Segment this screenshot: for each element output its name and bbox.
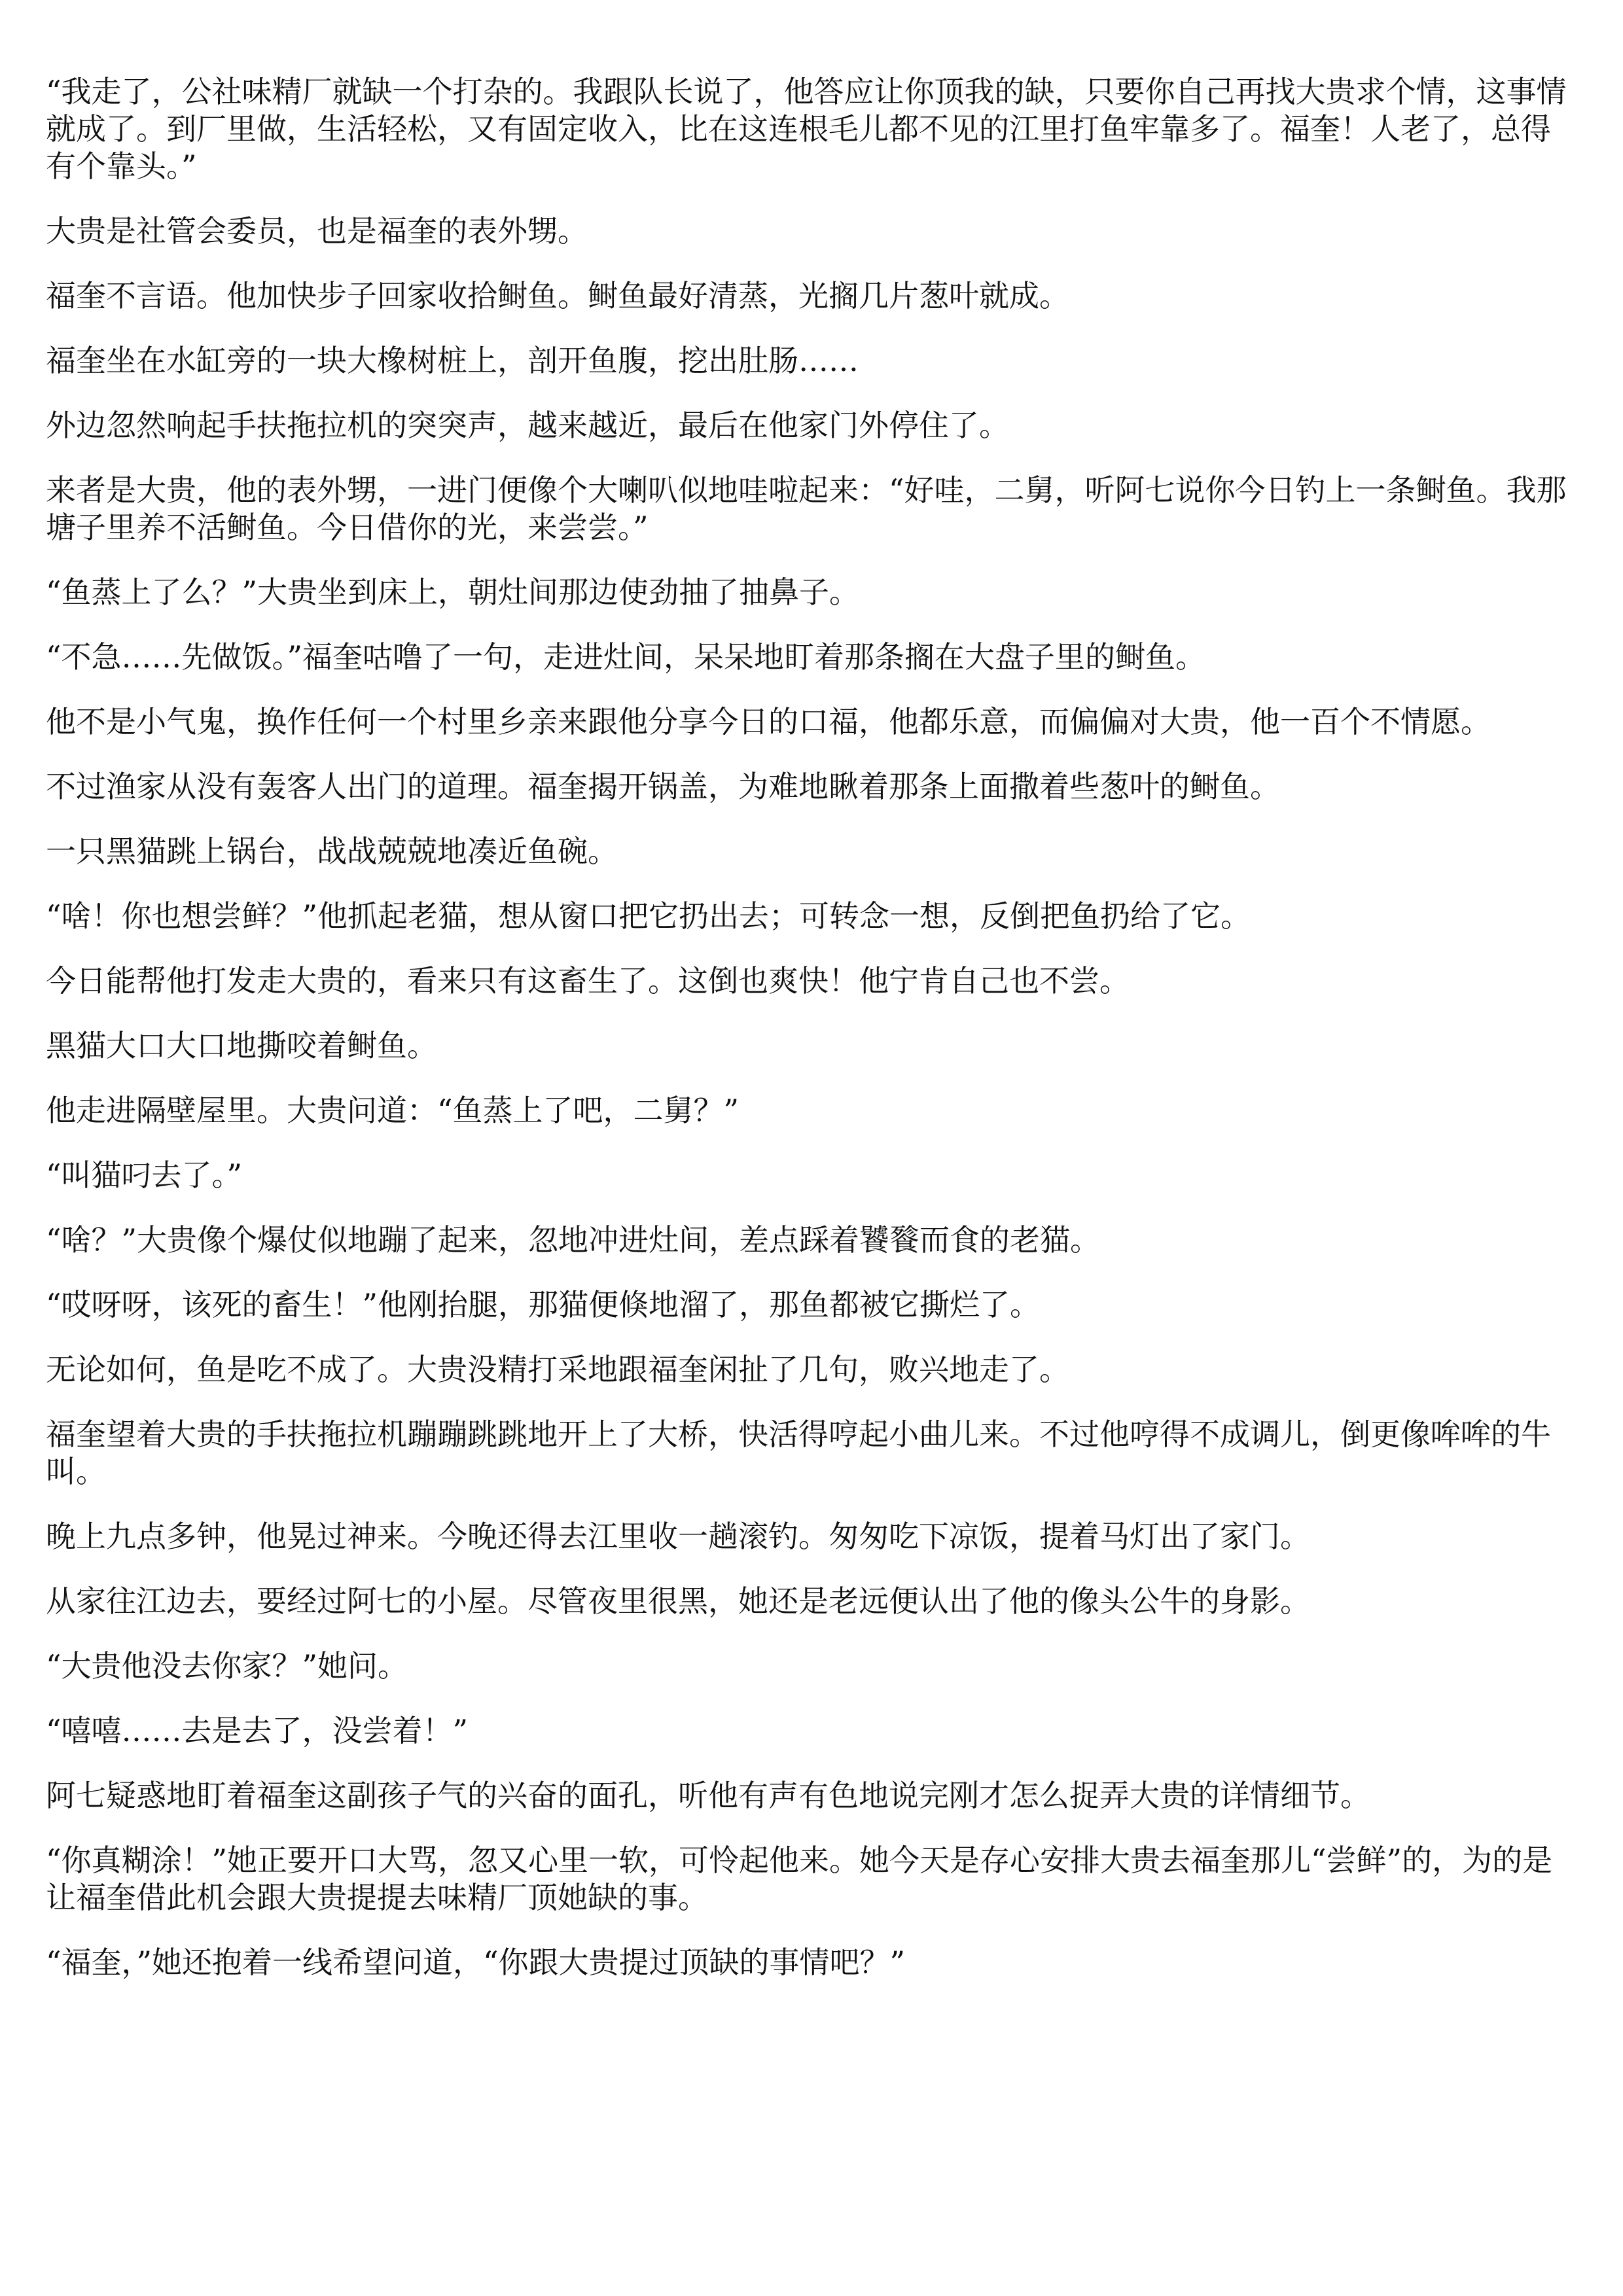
paragraph: “不急……先做饭。”福奎咕噜了一句，走进灶间，呆呆地盯着那条搁在大盘子里的鲥鱼。 bbox=[46, 639, 1206, 675]
paragraph: “叫猫叼去了。” bbox=[46, 1157, 243, 1193]
paragraph: 无论如何，鱼是吃不成了。大贵没精打采地跟福奎闲扯了几句，败兴地走了。 bbox=[46, 1352, 1069, 1387]
paragraph: “啥！你也想尝鲜？”他抓起老猫，想从窗口把它扔出去；可转念一想，反倒把鱼扔给了它。 bbox=[46, 898, 1251, 934]
paragraph: “你真糊涂！”她正要开口大骂，忽又心里一软，可怜起他来。她今天是存心安排大贵去福奎那儿“尝鲜”的，为的是让福奎借此机会跟大贵提提去味精厂顶她缺的事。 bbox=[46, 1843, 1553, 1915]
paragraph: 晚上九点多钟，他晃过神来。今晚还得去江里收一趟滚钓。匆匆吃下凉饭，提着马灯出了家门。 bbox=[46, 1519, 1310, 1554]
paragraph: 黑猫大口大口地撕咬着鲥鱼。 bbox=[46, 1028, 437, 1063]
paragraph: “鱼蒸上了么？”大贵坐到床上，朝灶间那边使劲抽了抽鼻子。 bbox=[46, 574, 860, 610]
paragraph: 大贵是社管会委员，也是福奎的表外甥。 bbox=[46, 213, 588, 249]
paragraph: “啥？”大贵像个爆仗似地蹦了起来，忽地冲进灶间，差点踩着饕餮而食的老猫。 bbox=[46, 1222, 1101, 1258]
paragraph: 一只黑猫跳上锅台，战战兢兢地凑近鱼碗。 bbox=[46, 834, 618, 869]
paragraph: 阿七疑惑地盯着福奎这副孩子气的兴奋的面孔，听他有声有色地说完刚才怎么捉弄大贵的详情细节。 bbox=[46, 1778, 1370, 1813]
paragraph: 从家往江边去，要经过阿七的小屋。尽管夜里很黑，她还是老远便认出了他的像头公牛的身影。 bbox=[46, 1583, 1310, 1619]
paragraph: “嘻嘻……去是去了，没尝着！” bbox=[46, 1713, 469, 1748]
paragraph: “福奎，”她还抱着一线希望问道，“你跟大贵提过顶缺的事情吧？” bbox=[46, 1945, 906, 1980]
paragraph: 不过渔家从没有轰客人出门的道理。福奎揭开锅盖，为难地瞅着那条上面撒着些葱叶的鲥鱼。 bbox=[46, 769, 1280, 804]
paragraph: 外边忽然响起手扶拖拉机的突突声，越来越近，最后在他家门外停住了。 bbox=[46, 408, 1009, 443]
paragraph: “大贵他没去你家？”她问。 bbox=[46, 1648, 408, 1684]
paragraph: 来者是大贵，他的表外甥，一进门便像个大喇叭似地哇啦起来：“好哇，二舅，听阿七说你今日钓上一条鲥鱼。我那塘子里养不活鲥鱼。今日借你的光，来尝尝。” bbox=[46, 472, 1567, 545]
paragraph: 福奎望着大贵的手扶拖拉机蹦蹦跳跳地开上了大桥，快活得哼起小曲儿来。不过他哼得不成调儿，倒更像哞哞的牛叫。 bbox=[46, 1417, 1551, 1489]
paragraph: 福奎不言语。他加快步子回家收拾鲥鱼。鲥鱼最好清蒸，光搁几片葱叶就成。 bbox=[46, 278, 1069, 313]
paragraph: 他不是小气鬼，换作任何一个村里乡亲来跟他分享今日的口福，他都乐意，而偏偏对大贵，他一百个不情愿。 bbox=[46, 704, 1491, 739]
paragraph: 福奎坐在水缸旁的一块大橡树桩上，剖开鱼腹，挖出肚肠…… bbox=[46, 343, 859, 378]
paragraph: 他走进隔壁屋里。大贵问道：“鱼蒸上了吧，二舅？” bbox=[46, 1093, 740, 1128]
paragraph: “哎呀呀，该死的畜生！”他刚抬腿，那猫便倏地溜了，那鱼都被它撕烂了。 bbox=[46, 1287, 1041, 1322]
document-body bbox=[46, 73, 1577, 2009]
paragraph: 今日能帮他打发走大贵的，看来只有这畜生了。这倒也爽快！他宁肯自己也不尝。 bbox=[46, 963, 1130, 998]
paragraph: “我走了，公社味精厂就缺一个打杂的。我跟队长说了，他答应让你顶我的缺，只要你自己再找大贵求个情，这事情就成了。到厂里做，生活轻松，又有固定收入，比在这连根毛儿都不见的江里打鱼牢靠多了。福奎！人老了，总得有个靠头。” bbox=[46, 74, 1567, 184]
